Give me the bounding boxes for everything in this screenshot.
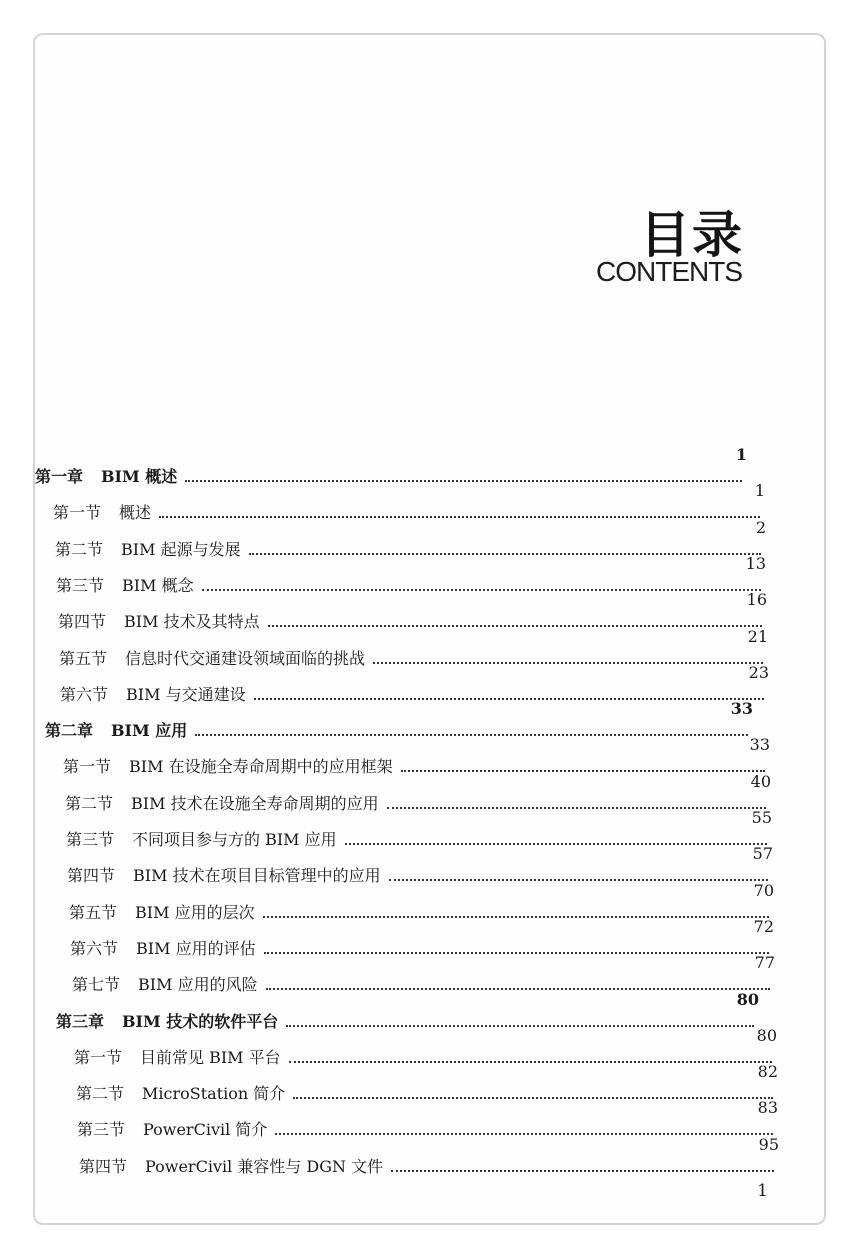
toc-section-row[interactable] (59, 626, 768, 669)
section-label: 第一节 (74, 1047, 123, 1067)
section-label: 第五节 (69, 902, 118, 922)
toc-page-number: 23 (748, 662, 769, 682)
section-title: 概述 (119, 503, 152, 523)
section-title: 不同项目参与方的 BIM 应用 (132, 830, 337, 849)
toc-page-number: 80 (736, 989, 759, 1009)
toc-section-row[interactable] (72, 953, 775, 995)
toc-page-number: 2 (755, 517, 766, 537)
dot-leader (289, 1061, 772, 1063)
toc-section-row[interactable] (76, 1062, 778, 1104)
section-label: 第三节 (56, 575, 105, 595)
section-label: 第二节 (55, 539, 104, 559)
toc-section-row[interactable] (56, 553, 766, 596)
section-title: BIM 应用的风险 (138, 975, 258, 995)
toc-page-number: 95 (758, 1134, 779, 1154)
toc-section-row[interactable] (55, 517, 766, 560)
dot-leader (266, 988, 770, 990)
dot-leader (391, 1170, 774, 1172)
dot-leader (387, 807, 766, 809)
dot-leader (254, 698, 764, 700)
toc-page-number: 83 (757, 1098, 778, 1118)
chapter-title: BIM 概述 (101, 467, 178, 486)
toc-page-number: 1 (754, 481, 765, 501)
dot-leader (263, 916, 769, 918)
section-title: BIM 应用的评估 (136, 938, 256, 958)
toc-section-row[interactable] (77, 1098, 778, 1140)
section-label: 第七节 (72, 975, 121, 995)
toc-section-row[interactable] (65, 771, 771, 814)
toc-page-number: 21 (747, 626, 768, 646)
dot-leader (249, 553, 761, 555)
toc-page-number: 1 (735, 445, 747, 464)
dot-leader (389, 879, 768, 881)
toc-page-number: 13 (745, 553, 766, 573)
dot-leader (373, 662, 763, 664)
section-title: BIM 起源与发展 (121, 539, 241, 559)
toc-section-row[interactable] (60, 662, 769, 705)
section-label: 第六节 (70, 938, 119, 958)
dot-leader (293, 1097, 773, 1099)
toc-section-row[interactable] (67, 844, 773, 886)
section-label: 第二节 (76, 1084, 125, 1104)
toc-page-number: 40 (750, 771, 771, 791)
section-title: BIM 应用的层次 (135, 902, 255, 922)
toc-page-number: 33 (749, 735, 770, 755)
chapter-title: BIM 应用 (111, 721, 188, 741)
section-label: 第四节 (79, 1156, 128, 1176)
toc-page-number: 55 (751, 808, 772, 827)
dot-leader (159, 516, 760, 518)
section-label: 第一节 (63, 757, 112, 777)
toc-section-row[interactable] (53, 481, 765, 523)
toc-page-number: 70 (753, 880, 774, 900)
dot-leader (264, 952, 769, 954)
page-number: 1 (757, 1181, 768, 1201)
dot-leader (195, 734, 748, 736)
section-title: MicroStation 简介 (142, 1084, 286, 1104)
page-subtitle: CONTENTS (596, 256, 742, 287)
section-title: BIM 技术在项目目标管理中的应用 (133, 866, 381, 886)
dot-leader (401, 770, 765, 772)
section-title: BIM 在设施全寿命周期中的应用框架 (129, 757, 393, 777)
toc-page-number: 16 (746, 590, 767, 610)
toc-section-row[interactable] (63, 735, 770, 777)
section-title: BIM 技术在设施全寿命周期的应用 (131, 793, 379, 813)
section-label: 第三节 (77, 1120, 126, 1140)
toc-page-number: 72 (753, 916, 774, 936)
toc-chapter-row[interactable] (35, 445, 747, 487)
section-title: PowerCivil 简介 (143, 1120, 268, 1140)
dot-leader (345, 843, 767, 845)
section-title: 目前常见 BIM 平台 (140, 1047, 281, 1067)
dot-leader (202, 589, 761, 591)
toc-page-number: 82 (757, 1062, 778, 1082)
section-title: 信息时代交通建设领域面临的挑战 (125, 648, 366, 668)
toc-page-number: 57 (752, 844, 773, 864)
toc-page-number: 33 (730, 699, 753, 719)
toc-section-row[interactable] (69, 880, 774, 923)
chapter-label: 第三章 (56, 1011, 105, 1031)
toc-section-row[interactable] (70, 916, 774, 959)
dot-leader (268, 625, 762, 627)
chapter-label: 第一章 (35, 467, 84, 486)
section-label: 第六节 (60, 684, 109, 704)
section-label: 第五节 (59, 648, 108, 668)
dot-leader (185, 480, 742, 482)
section-label: 第三节 (66, 830, 115, 849)
section-label: 第一节 (53, 503, 102, 523)
chapter-title: BIM 技术的软件平台 (122, 1011, 279, 1031)
page-title: 目录 (640, 206, 744, 264)
chapter-label: 第二章 (45, 721, 94, 741)
toc-section-row[interactable] (79, 1134, 779, 1177)
dot-leader (286, 1025, 754, 1027)
toc-page-number: 77 (754, 953, 775, 973)
section-title: BIM 概念 (122, 575, 194, 595)
section-label: 第二节 (65, 793, 114, 813)
section-label: 第四节 (58, 612, 107, 632)
section-title: BIM 与交通建设 (126, 684, 246, 704)
toc-section-row[interactable] (66, 808, 772, 850)
book-page (33, 33, 826, 1225)
toc-section-row[interactable] (58, 590, 767, 632)
section-label: 第四节 (67, 866, 116, 886)
toc-chapter-row[interactable] (45, 699, 753, 741)
toc-page-number: 80 (756, 1025, 777, 1045)
toc-section-row[interactable] (74, 1025, 777, 1068)
dot-leader (275, 1133, 773, 1135)
toc-chapter-row[interactable] (56, 989, 759, 1032)
section-title: PowerCivil 兼容性与 DGN 文件 (145, 1156, 384, 1176)
section-title: BIM 技术及其特点 (124, 612, 260, 632)
